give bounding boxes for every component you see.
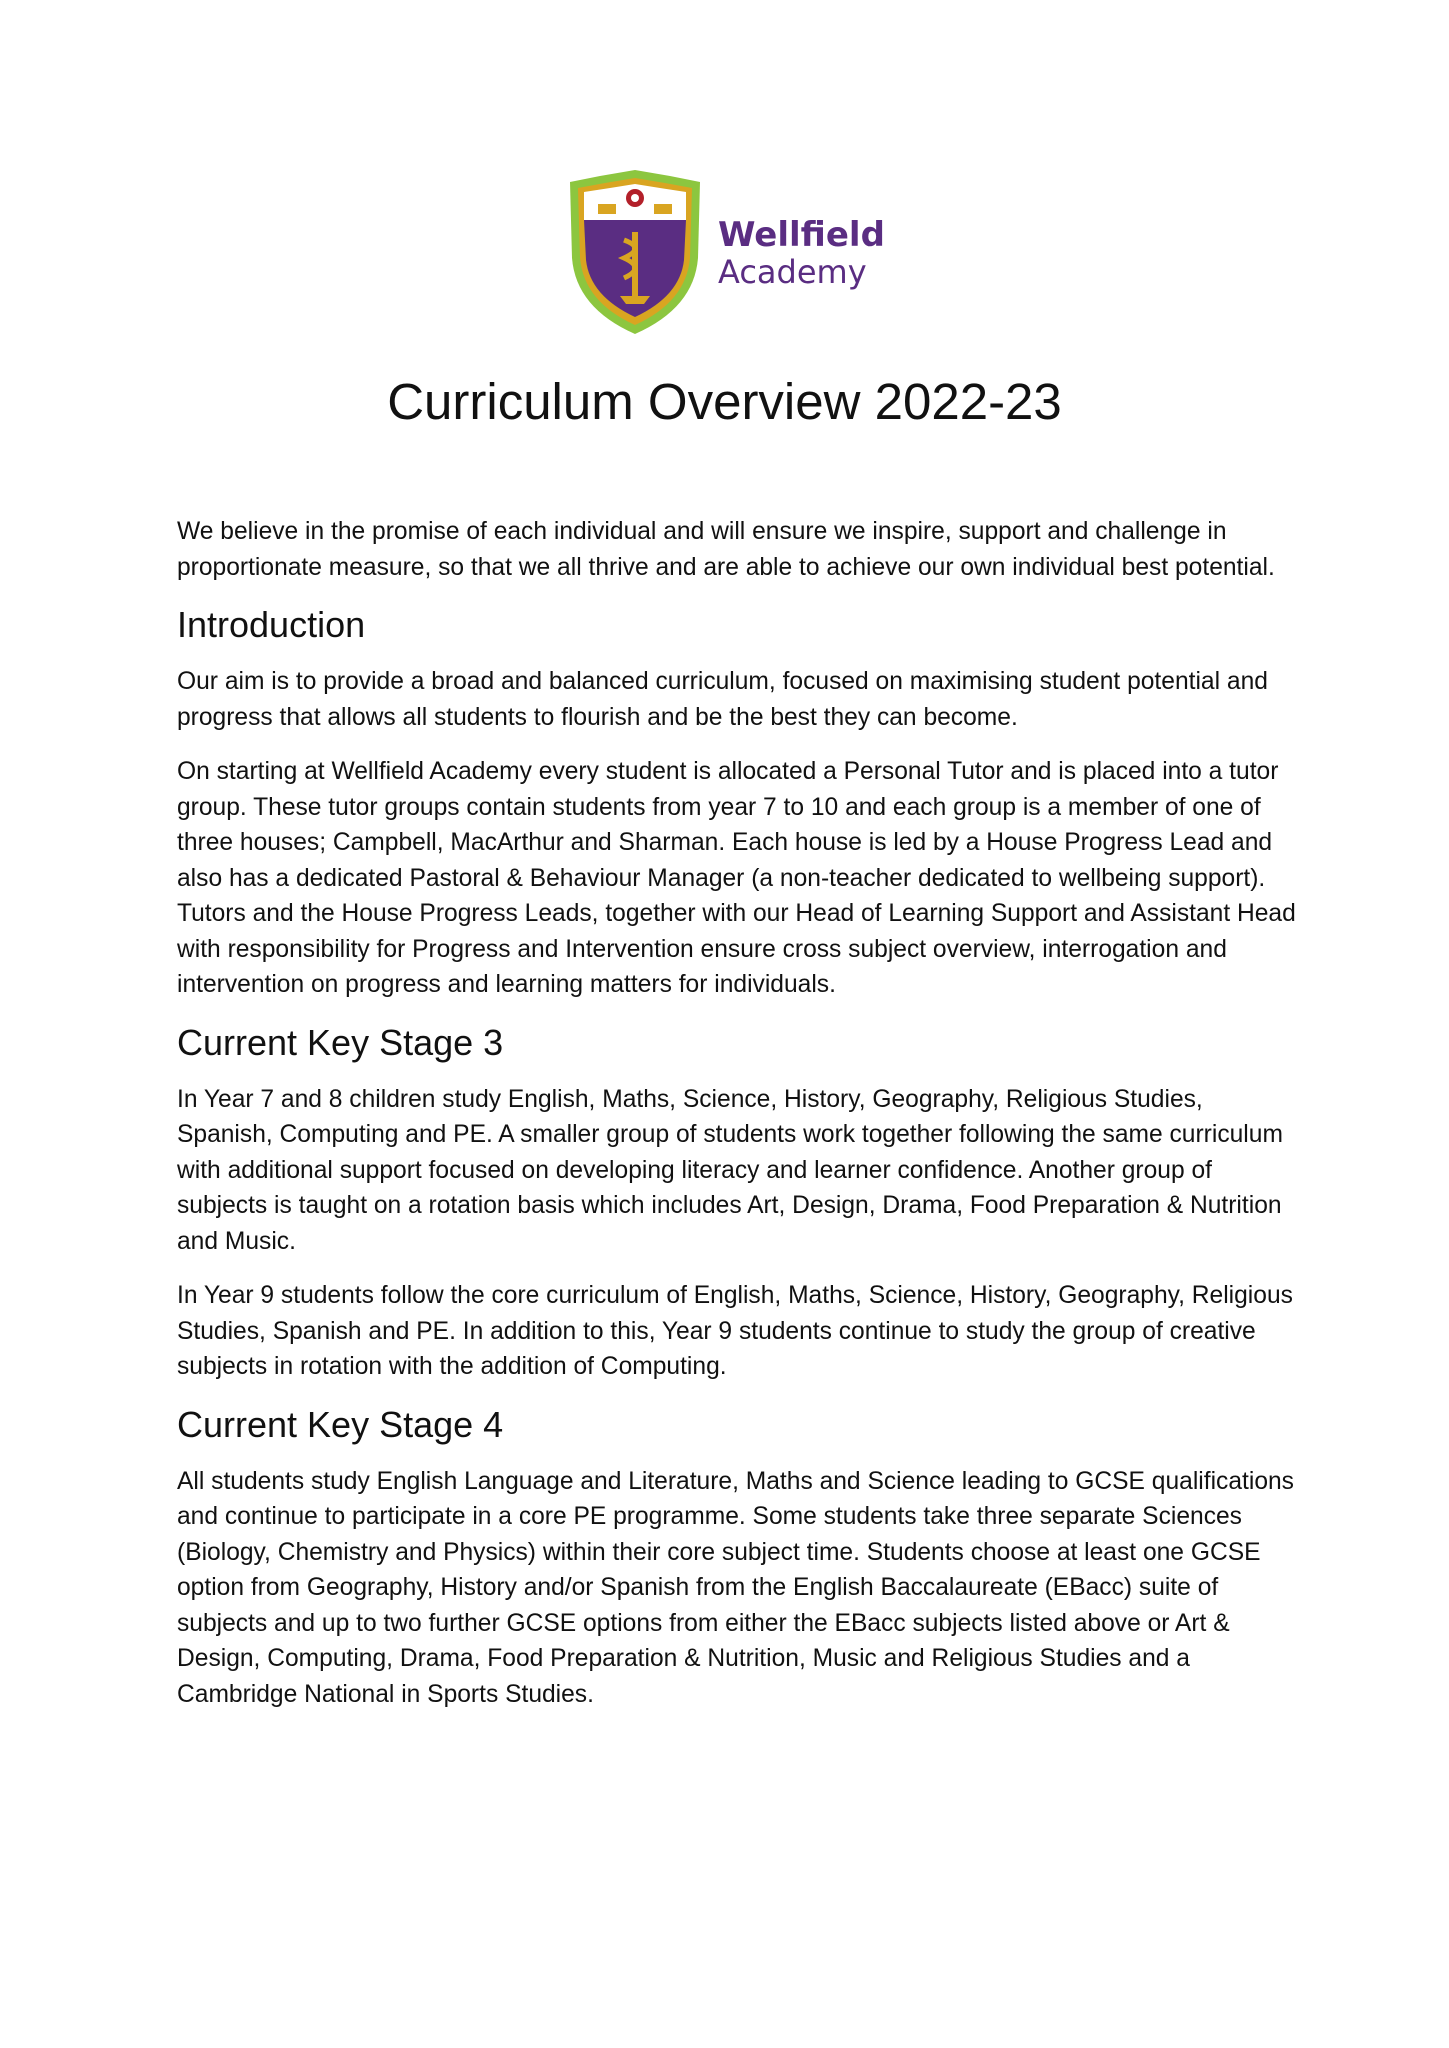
page-title: Curriculum Overview 2022-23 <box>387 373 1062 430</box>
key-stage-4-paragraph: All students study English Language and Literature, Maths and Science leading to GCSE qualifications and continue to participate in a core PE programme. Some students take three separate Sciences (Biology, Chemistry and Physics) within their core subject time. Students choose at least one GCSE option from Geography, History and/or Spanish from the English Baccalaureate (EBacc) suite of subjects and up to two further GCSE options from either the EBacc subjects listed above or Art & Design, Computing, Drama, Food Preparation & Nutrition, Music and Religious Studies and a Cambridge National in Sports Studies. <box>177 1467 1294 1708</box>
school-logo <box>560 168 890 338</box>
heading-introduction: Introduction <box>177 604 366 645</box>
logo-line-wellfield: Wellfield <box>718 215 885 255</box>
document-body <box>177 514 1297 1731</box>
school-crest-icon <box>560 168 710 338</box>
logo-line-academy: Academy <box>718 253 867 291</box>
introduction-paragraph: Our aim is to provide a broad and balanced curriculum, focused on maximising student potential and progress that allows all students to flourish and be the best they can become. <box>177 668 1268 731</box>
key-stage-3-paragraph: In Year 9 students follow the core curriculum of English, Maths, Science, History, Geography, Religious Studies, Spanish and PE. In addition to this, Year 9 students continue to study the group of creative subjects in rotation with the addition of Computing. <box>177 1282 1293 1380</box>
introduction-paragraph: On starting at Wellfield Academy every student is allocated a Personal Tutor and is placed into a tutor group. These tutor groups contain students from year 7 to 10 and each group is a member of one of three houses; Campbell, MacArthur and Sharman. Each house is led by a House Progress Lead and also has a dedicated Pastoral & Behaviour Manager (a non-teacher dedicated to wellbeing support). Tutors and the House Progress Leads, together with our Head of Learning Support and Assistant Head with responsibility for Progress and Intervention ensure cross subject overview, interrogation and intervention on progress and learning matters for individuals. <box>177 758 1296 998</box>
logo-wordmark <box>718 215 885 291</box>
heading-key-stage-4: Current Key Stage 4 <box>177 1403 504 1445</box>
mission-statement: We believe in the promise of each individual and will ensure we inspire, support and challenge in proportionate measure, so that we all thrive and are able to achieve our own individual best potential. <box>177 518 1275 581</box>
key-stage-3-paragraph: In Year 7 and 8 children study English, Maths, Science, History, Geography, Religious Studies, Spanish, Computing and PE. A smaller group of students work together following the same curriculum with additional support focused on developing literacy and learner confidence. Another group of subjects is taught on a rotation basis which includes Art, Design, Drama, Food Preparation & Nutrition and Music. <box>177 1085 1283 1255</box>
heading-key-stage-3: Current Key Stage 3 <box>177 1021 504 1063</box>
